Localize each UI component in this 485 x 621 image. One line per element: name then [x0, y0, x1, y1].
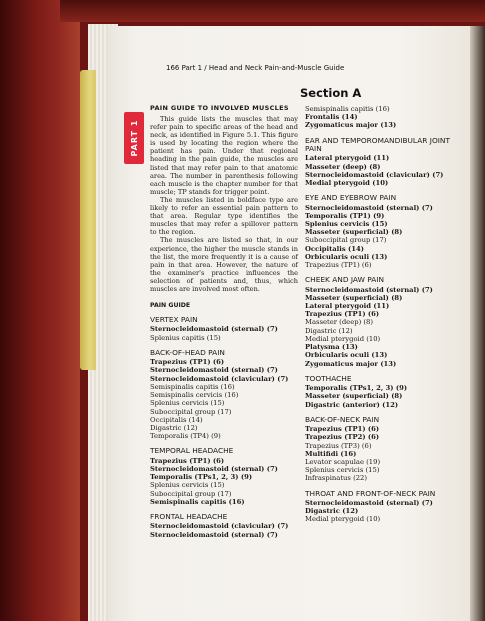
- muscle-entry: Trapezius (TP3) (6): [305, 441, 372, 450]
- muscle-entry: Multifidi (16): [305, 449, 357, 458]
- muscle-entry: Masseter (superficial) (8): [305, 228, 403, 237]
- region-heading: CHEEK AND JAW PAIN: [305, 275, 384, 285]
- region-heading: BACK-OF-NECK PAIN: [305, 414, 380, 424]
- muscle-entry: Masseter (deep) (8): [305, 318, 374, 327]
- pain-guide-label: PAIN GUIDE: [150, 302, 191, 310]
- region-heading: BACK-OF-HEAD PAIN: [150, 347, 225, 357]
- muscle-entry: Splenius cervicis (15): [150, 481, 225, 490]
- muscle-entry: Temporalis (TPs1, 2, 3) (9): [150, 473, 253, 482]
- sticky-tab: [80, 70, 96, 370]
- muscle-entry: Suboccipital group (17): [150, 407, 232, 416]
- left-column: [150, 100, 298, 539]
- continued-muscle-list: [305, 105, 465, 130]
- part-tab: [124, 112, 144, 164]
- muscle-entry: Digastric (12): [305, 507, 359, 516]
- right-sections: [305, 137, 465, 524]
- muscle-entry: Infraspinatus (22): [305, 474, 368, 483]
- muscle-entry: Splenius cervicis (15): [305, 466, 380, 475]
- muscle-entry: Semispinalis capitis (16): [150, 497, 245, 506]
- muscle-entry: Masseter (superficial) (8): [305, 392, 403, 401]
- muscle-entry: Platysma (13): [305, 343, 358, 352]
- book-cover-left: [0, 0, 80, 621]
- muscle-entry: Sternocleidomastoid (sternal) (7): [150, 530, 278, 539]
- muscle-entry: Trapezius (TP1) (6): [305, 310, 380, 319]
- muscle-entry: Sternocleidomastoid (sternal) (7): [305, 203, 433, 212]
- muscle-entry: Frontalis (14): [305, 113, 358, 122]
- muscle-entry: Occipitalis (14): [150, 415, 203, 424]
- muscle-entry: Digastric (12): [150, 423, 198, 432]
- region-heading: EAR AND TEMPOROMANDIBULAR JOINT PAIN: [305, 135, 450, 154]
- muscle-entry: Trapezius (TP1) (6): [305, 261, 372, 270]
- muscle-entry: Sternocleidomastoid (clavicular) (7): [150, 374, 289, 383]
- muscle-entry: Splenius cervicis (15): [305, 220, 388, 229]
- muscle-entry: Medial pterygoid (10): [305, 515, 381, 524]
- muscle-entry: Sternocleidomastoid (sternal) (7): [150, 325, 278, 334]
- muscle-entry: Medial pterygoid (10): [305, 334, 381, 343]
- muscle-entry: Temporalis (TP4) (9): [150, 432, 221, 441]
- muscle-entry: Digastric (12): [305, 326, 353, 335]
- muscle-entry: Lateral pterygoid (11): [305, 154, 390, 163]
- region-heading: EYE AND EYEBROW PAIN: [305, 193, 397, 203]
- muscle-entry: Sternocleidomastoid (sternal) (7): [150, 366, 278, 375]
- muscle-entry: Semispinalis cervicis (16): [150, 391, 239, 400]
- part-tab-label: PART 1: [129, 119, 139, 157]
- muscle-entry: Zygomaticus major (13): [305, 359, 397, 368]
- muscle-entry: Masseter (superficial) (8): [305, 293, 403, 302]
- muscle-entry: Temporalis (TP1) (9): [305, 211, 385, 220]
- muscle-entry: Occipitalis (14): [305, 244, 364, 253]
- muscle-entry: Orbicularis oculi (13): [305, 252, 388, 261]
- muscle-entry: Semispinalis capitis (16): [305, 105, 390, 113]
- muscle-entry: Sternocleidomastoid (clavicular) (7): [305, 170, 444, 179]
- right-column: [305, 105, 465, 524]
- region-heading: FRONTAL HEADACHE: [150, 511, 228, 521]
- section-title: Section A: [300, 86, 362, 100]
- left-sections: [150, 316, 298, 539]
- region-heading: VERTEX PAIN: [150, 315, 198, 325]
- muscle-entry: Sternocleidomastoid (sternal) (7): [305, 498, 433, 507]
- muscle-entry: Zygomaticus major (13): [305, 121, 397, 130]
- muscle-entry: Masseter (deep) (8): [305, 162, 381, 171]
- muscle-entry: Trapezius (TP1) (6): [305, 425, 380, 434]
- region-heading: TEMPORAL HEADACHE: [150, 446, 234, 456]
- muscle-entry: Lateral pterygoid (11): [305, 302, 390, 311]
- muscle-entry: Medial pterygoid (10): [305, 179, 389, 188]
- muscle-entry: Trapezius (TP1) (6): [150, 358, 225, 367]
- muscle-entry: Sternocleidomastoid (sternal) (7): [305, 285, 433, 294]
- intro-paragraph: The muscles listed in boldface type are likely to refer an essential pain pattern to that area. Regular type identifies the muscles that may refer a spillover pattern to the region.: [150, 195, 298, 237]
- intro-paragraph: This guide lists the muscles that may refer pain to specific areas of the head and neck, as identified in Figure 5.1. This figure is used by locating the region where the patient has pain. Under that regional heading in the pain guide, the muscles are listed that may refer pain to that anatomic area. The number in parenthesis following each muscle is the chapter number for that muscle; TP stands for trigger point.: [150, 115, 298, 196]
- muscle-entry: Digastric (anterior) (12): [305, 400, 399, 409]
- muscle-entry: Splenius cervicis (15): [150, 399, 225, 408]
- page-right-edge: [470, 26, 485, 621]
- muscle-entry: Suboccipital group (17): [305, 236, 387, 245]
- muscle-entry: Levator scapulae (19): [305, 457, 381, 466]
- muscle-entry: Orbicularis oculi (13): [305, 351, 388, 360]
- muscle-entry: Suboccipital group (17): [150, 489, 232, 498]
- book-cover-top: [60, 0, 485, 22]
- muscle-entry: Splenius capitis (15): [150, 333, 221, 342]
- muscle-entry: Temporalis (TPs1, 2, 3) (9): [305, 384, 408, 393]
- region-heading: THROAT AND FRONT-OF-NECK PAIN: [305, 488, 436, 498]
- intro-heading: PAIN GUIDE TO INVOLVED MUSCLES: [150, 104, 289, 112]
- muscle-entry: Trapezius (TP2) (6): [305, 433, 380, 442]
- intro-paragraph: The muscles are listed so that, in our experience, the higher the muscle stands in the list, the more frequently it is a cause of pain in that area. However, the nature of the examiner's practice influences the selection of patients and, thus, which muscles are involved most often.: [150, 236, 298, 293]
- running-head: 166 Part 1 / Head and Neck Pain-and-Muscle Guide: [166, 64, 345, 72]
- region-heading: TOOTHACHE: [305, 373, 352, 383]
- muscle-entry: Sternocleidomastoid (clavicular) (7): [150, 522, 289, 531]
- muscle-entry: Trapezius (TP1) (6): [150, 456, 225, 465]
- muscle-entry: Sternocleidomastoid (sternal) (7): [150, 464, 278, 473]
- muscle-entry: Semispinalis capitis (16): [150, 382, 235, 391]
